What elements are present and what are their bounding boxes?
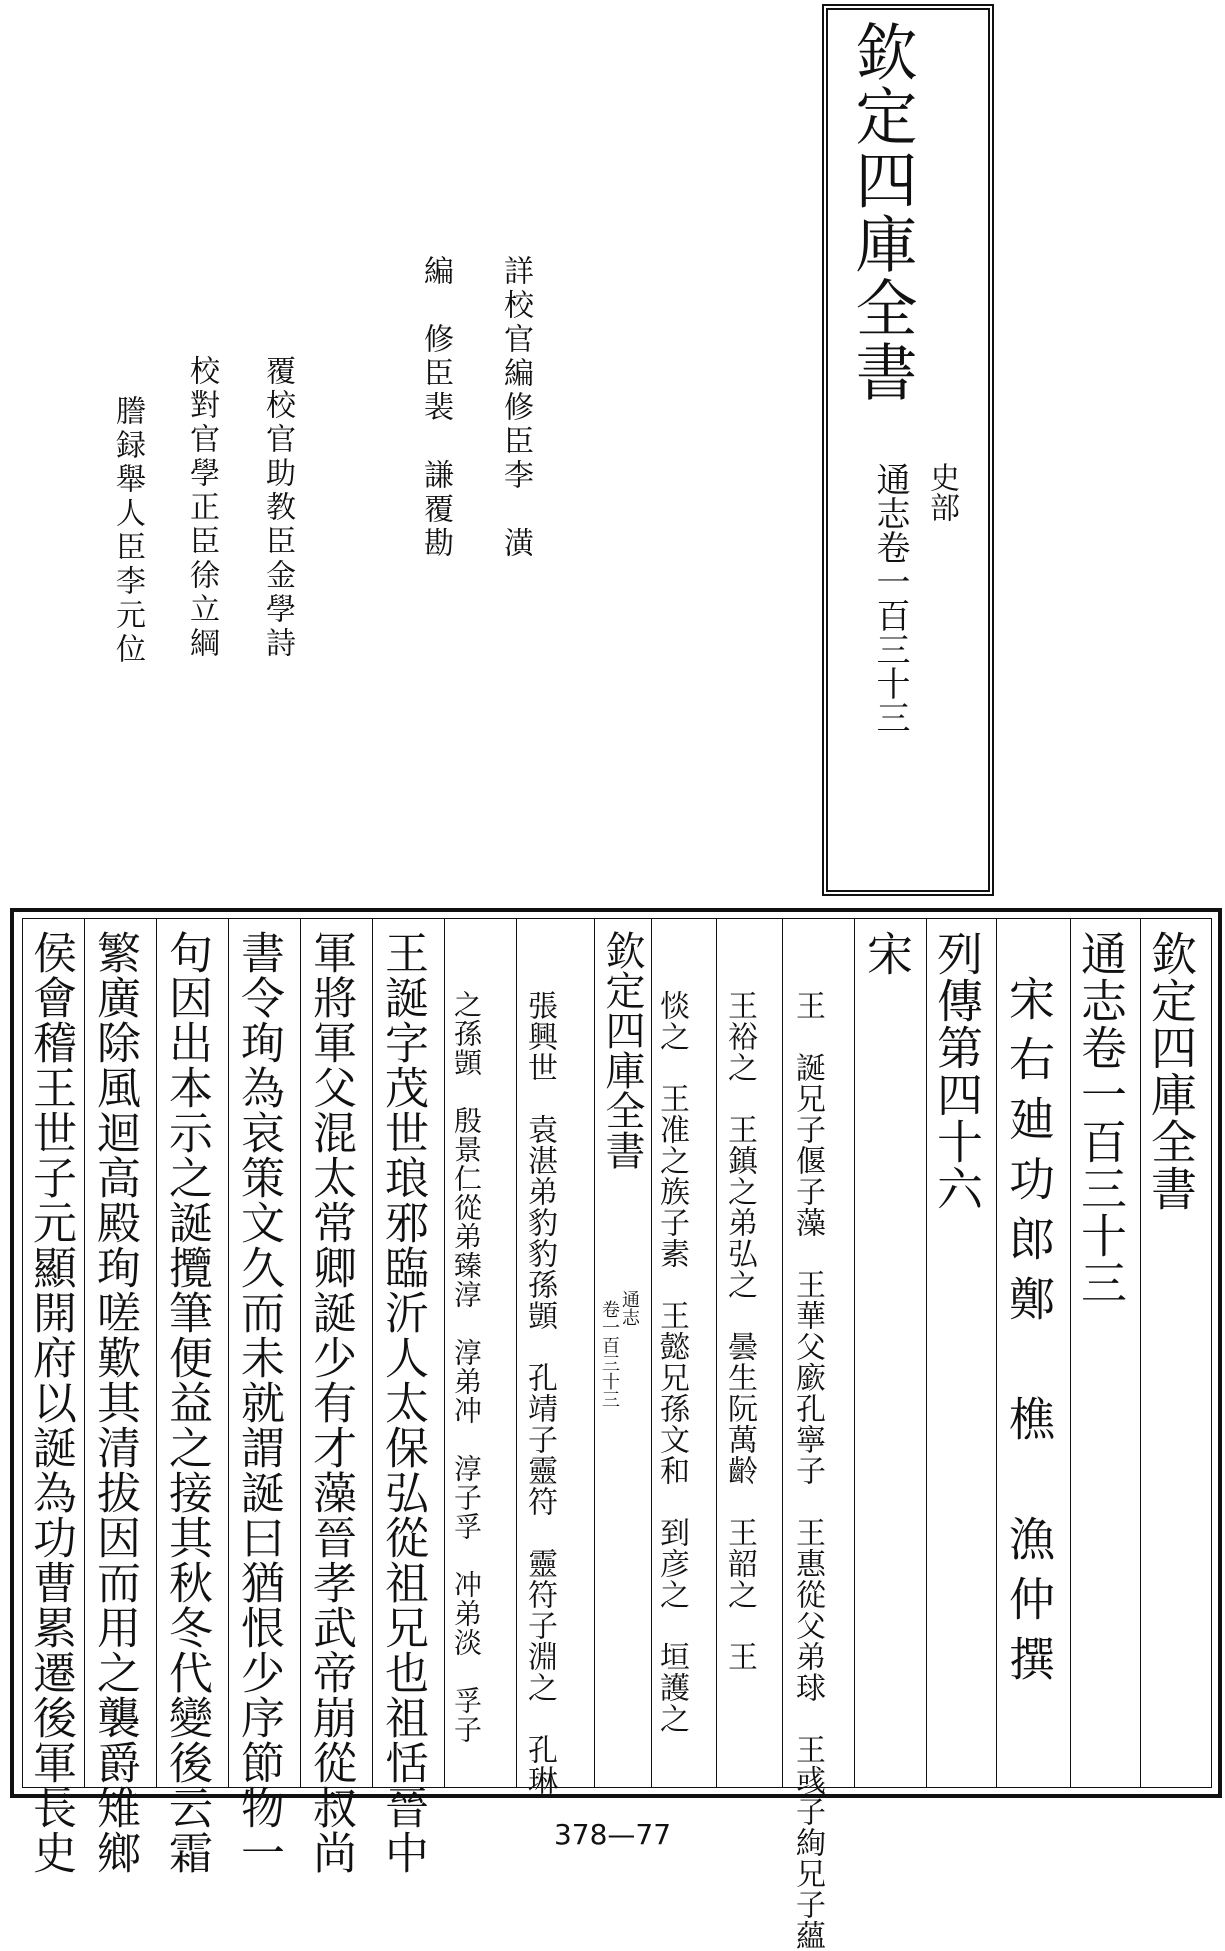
gutter-title: 欽定四庫全書 [599,930,645,1170]
column-rule [156,918,157,1788]
text-column: 王裕之 王鎮之弟弘之 曇生阮萬齡 王韶之 王 [722,990,757,1672]
credit-line: 覆校官助教臣金學詩 [260,355,295,661]
column-rule [300,918,301,1788]
cover-title: 欽定四庫全書 [845,20,918,404]
cover-category: 史部 [924,462,959,522]
text-column: 惔之 王准之族子素 王懿兄孫文和 到彦之 垣護之 [654,990,689,1734]
column-rule [84,918,85,1788]
column-rule [926,918,927,1788]
text-column: 書令珣為哀策文久而未就謂誕曰猶恨少序節物一 [233,930,284,1875]
text-column: 欽定四庫全書 [1144,930,1198,1212]
gutter-juan: 通志 [619,1290,640,1326]
text-column: 通志卷一百三十三 [1074,930,1128,1306]
column-rule [372,918,373,1788]
credit-line: 謄録舉人臣李元位 [110,395,145,667]
text-column: 張興世 袁湛弟豹豹孫顗 孔靖子靈符 靈符子淵之 孔琳 [522,990,557,1796]
column-rule [516,918,517,1788]
column-rule [782,918,783,1788]
column-rule [228,918,229,1788]
credit-line: 編 修臣裴 謙覆勘 [418,255,453,561]
text-column: 王誕字茂世琅邪臨沂人太保弘從祖兄也祖恬晉中 [377,930,428,1875]
column-rule [854,918,855,1788]
cover-volume: 通志卷一百三十三 [870,462,910,734]
text-column: 王 誕兄子偃子藻 王華父廞孔寧子 王惠從父弟球 王彧子絢兄子蘊 [790,990,825,1951]
text-column: 繁廣除風迴高殿珣嗟歎其清拔因而用之襲爵雉鄉 [89,930,140,1875]
credit-line: 詳校官編修臣李 潢 [498,255,533,561]
text-column: 侯會稽王世子元顯開府以誕為功曹累遷後軍長史 [25,930,76,1875]
credit-line: 校對官學正臣徐立綱 [184,355,219,661]
column-rule [444,918,445,1788]
text-column: 之孫顗 殷景仁從弟臻淳 淳弟冲 淳子孚 冲弟淡 孚子 [450,990,483,1744]
text-column: 列傳第四十六 [930,930,984,1212]
text-column: 句因出本示之誕攬筆便益之接其秋冬代變後云霜 [161,930,212,1875]
column-rule [1140,918,1141,1788]
text-column: 宋右廸功郎鄭 樵 漁仲撰 [1002,975,1056,1695]
column-rule [1070,918,1071,1788]
column-rule [716,918,717,1788]
column-rule [996,918,997,1788]
text-column: 軍將軍父混太常卿誕少有才藻晉孝武帝崩從叔尚 [305,930,356,1875]
page-number: 378—77 [553,1818,672,1851]
gutter-page-no: 卷一百三十三 [599,1300,620,1408]
text-column: 宋 [860,930,914,977]
